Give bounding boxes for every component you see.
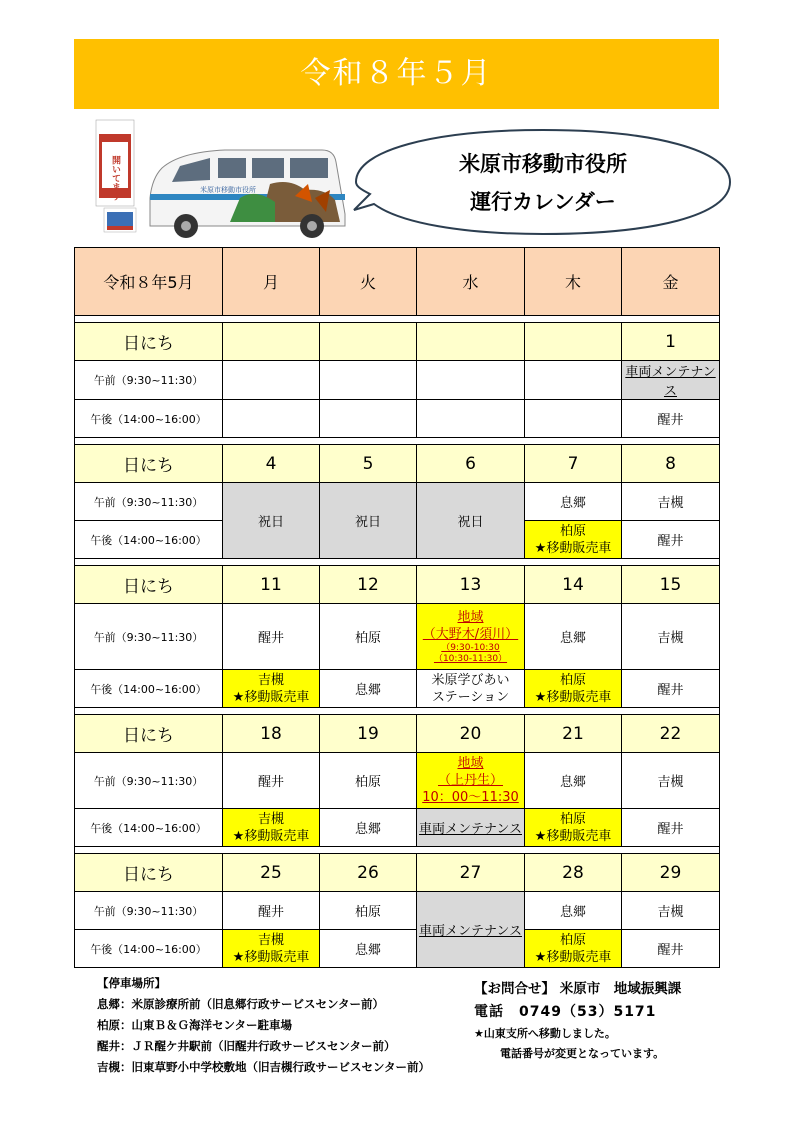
mobile-shop-text: ★移動販売車 [232, 949, 310, 965]
contact-phone: 電話 0749（53）5171 [474, 1004, 657, 1020]
holiday-cell: 祝日 [223, 483, 320, 559]
schedule-cell: 息郷 [525, 604, 622, 670]
schedule-cell: 醒井 [622, 400, 720, 438]
schedule-cell: 吉槻 [622, 604, 720, 670]
regional-visit-cell [417, 604, 525, 670]
day-thu: 木 [525, 248, 622, 316]
schedule-cell: 息郷 [525, 753, 622, 809]
am-label: 午前（9:30~11:30） [75, 361, 223, 400]
schedule-cell [417, 400, 525, 438]
pm-label: 午後（14:00~16:00） [75, 521, 223, 559]
contact-note: 電話番号が変更となっています。 [500, 1047, 665, 1060]
maintenance-text: 車両メンテナンス [419, 924, 522, 939]
location-text: 吉槻 [257, 932, 284, 948]
contact-note: ★山東支所へ移動しました。 [474, 1027, 616, 1040]
regional-time-text: （9:30-10:30 [441, 642, 500, 653]
schedule-calendar [74, 247, 720, 968]
mobile-shop-text: ★移動販売車 [534, 949, 612, 965]
mobile-shop-cell [223, 930, 320, 968]
mobile-shop-cell [223, 670, 320, 708]
day-fri: 金 [622, 248, 720, 316]
mobile-shop-text: ★移動販売車 [232, 828, 310, 844]
date-cell: 11 [223, 566, 320, 604]
date-cell: 19 [320, 715, 417, 753]
schedule-cell: 息郷 [320, 670, 417, 708]
station-text: 米原学びあい [431, 672, 510, 688]
regional-area-text: （大野木/須川） [422, 626, 519, 642]
legend-title: 【停車場所】 [97, 976, 166, 990]
regional-visit-cell [417, 753, 525, 809]
maintenance-text: 車両メンテナンス [419, 822, 522, 837]
date-cell: 22 [622, 715, 720, 753]
schedule-cell: 醒井 [622, 670, 720, 708]
date-cell: 20 [417, 715, 525, 753]
mobile-shop-text: ★移動販売車 [534, 540, 612, 556]
station-cell [417, 670, 525, 708]
schedule-cell: 醒井 [622, 521, 720, 559]
location-text: 柏原 [559, 932, 586, 948]
date-label: 日にち [75, 323, 223, 361]
regional-area-text: （上丹生） [437, 773, 503, 788]
date-row [75, 323, 720, 361]
pm-row [75, 930, 720, 968]
holiday-cell: 祝日 [320, 483, 417, 559]
date-cell [320, 323, 417, 361]
mobile-office-bus-illustration [90, 118, 360, 240]
date-cell: 4 [223, 445, 320, 483]
schedule-cell: 醒井 [223, 604, 320, 670]
flag-text: 開いてます [110, 155, 120, 201]
maintenance-cell [622, 361, 720, 400]
schedule-cell [525, 400, 622, 438]
mobile-shop-cell [525, 670, 622, 708]
maintenance-text: 車両メンテナンス [625, 365, 716, 399]
regional-text: 地域 [457, 609, 484, 625]
date-label: 日にち [75, 566, 223, 604]
schedule-cell: 息郷 [525, 892, 622, 930]
am-label: 午前（9:30~11:30） [75, 892, 223, 930]
date-cell: 15 [622, 566, 720, 604]
contact-info [474, 978, 681, 1064]
am-row [75, 604, 720, 670]
calendar-header-row [75, 248, 720, 316]
mobile-shop-text: ★移動販売車 [232, 689, 310, 705]
date-cell [417, 323, 525, 361]
holiday-cell: 祝日 [417, 483, 525, 559]
speech-bubble [352, 126, 734, 238]
bubble-title-line2: 運行カレンダー [470, 190, 616, 214]
schedule-cell: 醒井 [223, 892, 320, 930]
maintenance-cell [417, 892, 525, 968]
schedule-cell: 柏原 [320, 604, 417, 670]
date-row [75, 566, 720, 604]
schedule-cell: 息郷 [320, 809, 417, 847]
schedule-cell: 醒井 [622, 930, 720, 968]
date-label: 日にち [75, 445, 223, 483]
location-text: 吉槻 [257, 811, 284, 827]
pm-label: 午後（14:00~16:00） [75, 400, 223, 438]
station-text: ステーション [431, 689, 510, 705]
mobile-shop-cell [525, 521, 622, 559]
schedule-cell: 息郷 [525, 483, 622, 521]
pm-row [75, 670, 720, 708]
date-cell: 7 [525, 445, 622, 483]
day-mon: 月 [223, 248, 320, 316]
am-label: 午前（9:30~11:30） [75, 604, 223, 670]
maintenance-cell [417, 809, 525, 847]
mobile-shop-text: ★移動販売車 [534, 828, 612, 844]
pm-label: 午後（14:00~16:00） [75, 809, 223, 847]
month-cell: 令和８年5月 [75, 248, 223, 316]
date-cell: 26 [320, 854, 417, 892]
location-text: 柏原 [559, 523, 586, 539]
mobile-shop-cell [525, 809, 622, 847]
date-cell: 27 [417, 854, 525, 892]
bus-side-text: 米原市移動市役所 [200, 186, 256, 194]
schedule-cell [320, 361, 417, 400]
date-row [75, 854, 720, 892]
schedule-cell: 醒井 [622, 809, 720, 847]
date-cell: 29 [622, 854, 720, 892]
schedule-cell [417, 361, 525, 400]
schedule-cell [223, 400, 320, 438]
date-cell: 13 [417, 566, 525, 604]
schedule-cell: 吉槻 [622, 483, 720, 521]
date-cell [525, 323, 622, 361]
pm-label: 午後（14:00~16:00） [75, 670, 223, 708]
schedule-cell: 息郷 [320, 930, 417, 968]
legend-item: 醒井：ＪＲ醒ケ井駅前（旧醒井行政サービスセンター前） [97, 1039, 396, 1053]
location-text: 柏原 [559, 672, 586, 688]
regional-time-text: 10：00～11:30 [422, 790, 519, 805]
date-cell: 28 [525, 854, 622, 892]
date-cell: 21 [525, 715, 622, 753]
pm-row [75, 400, 720, 438]
date-row [75, 715, 720, 753]
location-text: 吉槻 [257, 672, 284, 688]
date-cell: 18 [223, 715, 320, 753]
am-row [75, 483, 720, 521]
date-cell: 5 [320, 445, 417, 483]
mobile-shop-text: ★移動販売車 [534, 689, 612, 705]
legend-item: 息郷：米原診療所前（旧息郷行政サービスセンター前） [97, 997, 385, 1011]
date-row [75, 445, 720, 483]
schedule-cell: 醒井 [223, 753, 320, 809]
date-cell: 6 [417, 445, 525, 483]
mobile-shop-cell [223, 809, 320, 847]
stop-location-legend [97, 973, 430, 1078]
regional-time-text: （10:30-11:30） [433, 653, 508, 664]
pm-row [75, 809, 720, 847]
am-label: 午前（9:30~11:30） [75, 753, 223, 809]
date-cell: 8 [622, 445, 720, 483]
location-text: 柏原 [559, 811, 586, 827]
pm-label: 午後（14:00~16:00） [75, 930, 223, 968]
schedule-cell: 吉槻 [622, 892, 720, 930]
date-cell: 1 [622, 323, 720, 361]
legend-item: 柏原：山東Ｂ＆Ｇ海洋センター駐車場 [97, 1018, 293, 1032]
schedule-cell [223, 361, 320, 400]
am-label: 午前（9:30~11:30） [75, 483, 223, 521]
mobile-shop-cell [525, 930, 622, 968]
page-title: 令和８年５月 [74, 39, 719, 109]
date-cell: 25 [223, 854, 320, 892]
am-row [75, 892, 720, 930]
date-cell: 14 [525, 566, 622, 604]
schedule-cell: 柏原 [320, 753, 417, 809]
schedule-cell [320, 400, 417, 438]
bubble-title-line1: 米原市移動市役所 [459, 152, 627, 176]
am-row [75, 361, 720, 400]
contact-title: 【お問合せ】 米原市 地域振興課 [474, 981, 682, 997]
schedule-cell [525, 361, 622, 400]
legend-item: 吉槻：旧東草野小中学校敷地（旧吉槻行政サービスセンター前） [97, 1060, 431, 1074]
am-row [75, 753, 720, 809]
date-label: 日にち [75, 715, 223, 753]
date-cell: 12 [320, 566, 417, 604]
schedule-cell: 吉槻 [622, 753, 720, 809]
date-cell [223, 323, 320, 361]
day-tue: 火 [320, 248, 417, 316]
day-wed: 水 [417, 248, 525, 316]
regional-text: 地域 [457, 756, 484, 771]
schedule-cell: 柏原 [320, 892, 417, 930]
date-label: 日にち [75, 854, 223, 892]
